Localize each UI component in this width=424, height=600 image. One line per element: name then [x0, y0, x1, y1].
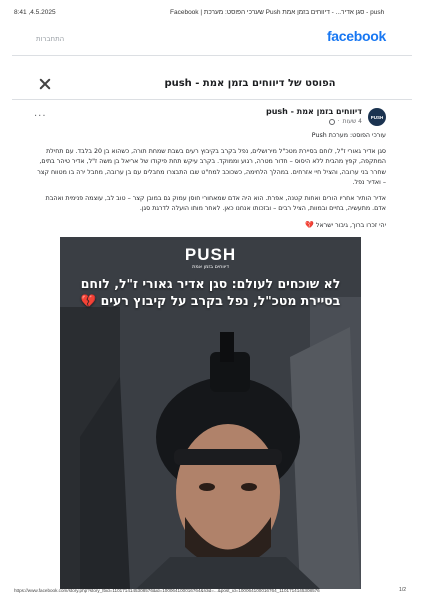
- avatar[interactable]: PUSH: [368, 108, 386, 126]
- print-datetime: 8:41 ,4.5.2025: [14, 9, 56, 16]
- post-image[interactable]: [60, 237, 361, 589]
- dialog-title: הפוסט של דיווחים בזמן אמת - push: [164, 78, 336, 89]
- post-body: [36, 131, 386, 236]
- post-paragraph-2: אדיר הותיר אחריו הורים ואחות קטנה, אפרת. הוא היה אדם שמאחורי חוסן עמוק גם במובן קצר – טוב לב, עוצמה פנימית ואהבת אדם. מתעשיה, בחיים ובמוות, הציל רבים – ובזכותו אנחנו כאן. לאחר מותו הועלה לדרגת סגן.: [45, 194, 386, 212]
- post-paragraph-3: [36, 220, 386, 232]
- print-url: https://www.facebook.com/story.php?story_fbid=1101714145308576&id=100064100016764&rdid=...&post_id=100064100016764_1101714145308576: [14, 588, 320, 593]
- close-icon[interactable]: [39, 78, 51, 90]
- print-page-number: 1/2: [399, 587, 406, 593]
- facebook-logo[interactable]: facebook: [326, 28, 386, 44]
- meta-separator: ·: [337, 118, 340, 125]
- media-headline: לא שוכחים לעולם: סגן אדיר גאורי ז"ל, לוחם בסיירת מטכ"ל, נפל בקרב על קיבוץ רעים 💔: [80, 276, 341, 308]
- post-meta: [329, 118, 362, 125]
- globe-icon: [329, 119, 335, 125]
- dialog-divider: [12, 99, 412, 100]
- broken-heart-icon: 💔: [305, 220, 314, 229]
- post-paragraph-3-text: יהי זכרו ברוך, גיבור ישראל: [315, 221, 386, 229]
- post-paragraph-1: סגן אדיר גאורי ז"ל, לוחם בסיירת מטכ"ל מירושלים, נפל בקרב בקיבוץ רעים בשבת שמחת תורה, כשהוא בן 20 בלבד. עם תחילת המתקפה, קפץ מהבית ללא היסוס – חדור מטרה, רגוע וממוקד. בקרב עיקש תחת פיקודו של אריאל בן משה ז"ל, אדיר טיהר בתים, שחרר בני ערובה, והציל חיי אזרחים. במהלך הלחימה, כשכוכב למח"ט שבו התבצרו מחבלים עם בן ערובה, מחבל ירה בו מטווח קצר – ואדיר נפל.: [37, 147, 386, 186]
- post-editors-line: עורכי הפוסט: מערכת Push: [311, 132, 386, 139]
- more-options-icon[interactable]: ···: [34, 111, 47, 122]
- post-author[interactable]: דיווחים בזמן אמת - push: [265, 107, 362, 116]
- print-tab-title: push - סגן אדיר... - דיווחים בזמן אמת Push שערכי הפוסט: מערכת | Facebook: [170, 9, 385, 16]
- login-link[interactable]: התחברות: [36, 35, 65, 43]
- header-divider: [12, 55, 412, 56]
- media-tagline: דיווחים בזמן אמת: [192, 264, 229, 270]
- post-age[interactable]: 4 שעות: [342, 118, 362, 125]
- media-logo: PUSH: [184, 245, 237, 264]
